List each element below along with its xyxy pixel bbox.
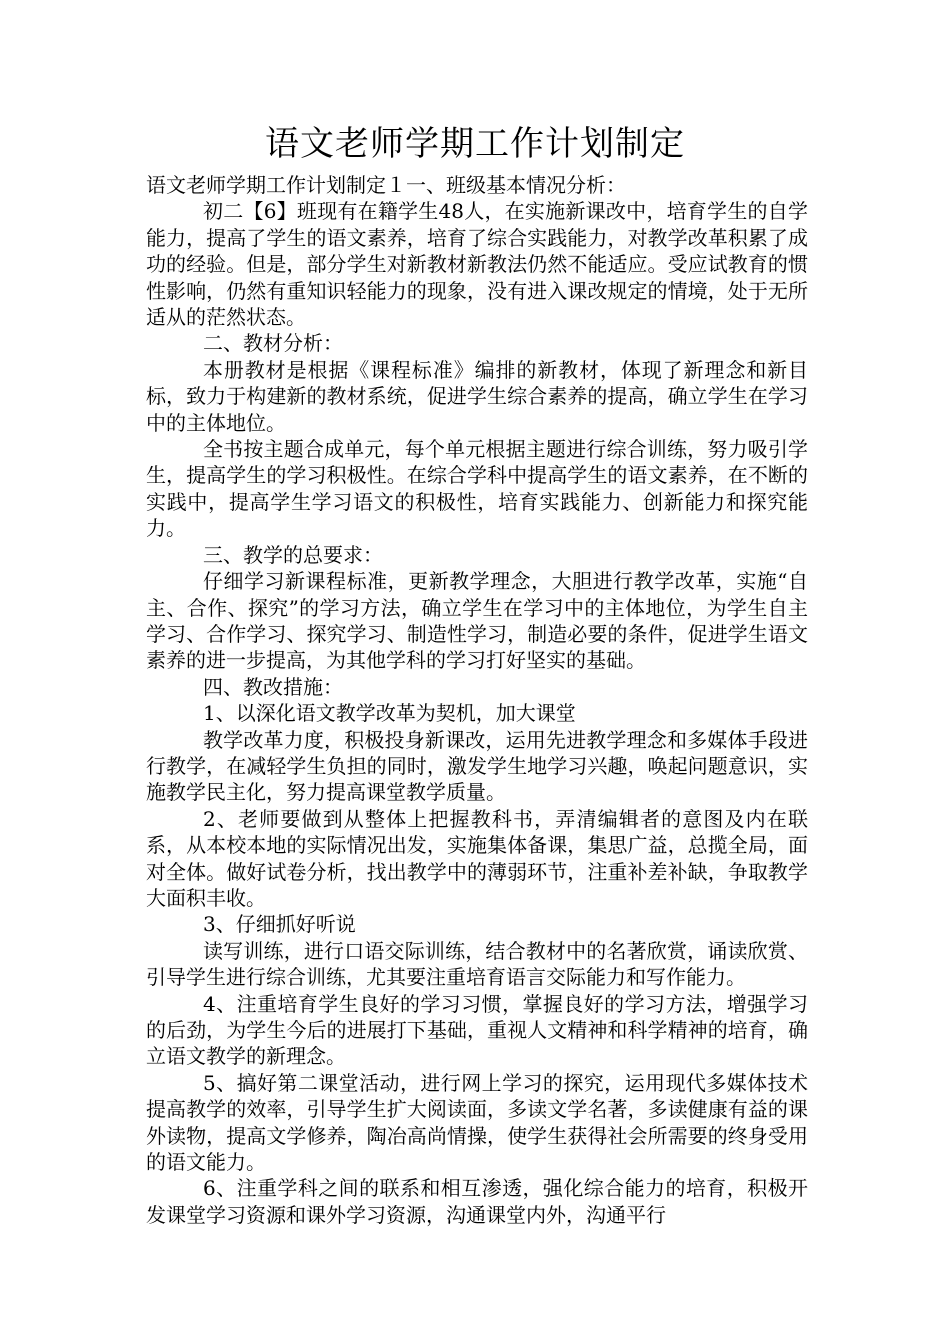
list-item: 4、注重培育学生良好的学习习惯，掌握良好的学习方法，增强学习的后劲，为学生今后的进展打下基础，重视人文精神和科学精神的培育，确立语文教学的新理念。 [146, 991, 808, 1069]
document-body [146, 172, 808, 1228]
paragraph: 教学改革力度，积极投身新课改，运用先进教学理念和多媒体手段进行教学，在减轻学生负担的同时，激发学生地学习兴趣，唤起问题意识，实施教学民主化，努力提高课堂教学质量。 [146, 727, 808, 805]
paragraph: 全书按主题合成单元，每个单元根据主题进行综合训练，努力吸引学生，提高学生的学习积极性。在综合学科中提高学生的语文素养，在不断的实践中，提高学生学习语文的积极性，培育实践能力、创新能力和探究能力。 [146, 437, 808, 541]
list-item: 3、仔细抓好听说 [203, 912, 356, 937]
paragraph: 本册教材是根据《课程标准》编排的新教材，体现了新理念和新目标，致力于构建新的教材系统，促进学生综合素养的提高，确立学生在学习中的主体地位。 [146, 357, 808, 435]
list-item: 5、搞好第二课堂活动，进行网上学习的探究，运用现代多媒体技术提高教学的效率，引导学生扩大阅读面，多读文学名著，多读健康有益的课外读物，提高文学修养，陶冶高尚情操，使学生获得社会所需要的终身受用的语文能力。 [146, 1070, 808, 1175]
paragraph: 初二【6】班现有在籍学生48人，在实施新课改中，培育学生的自学能力，提高了学生的语文素养，培育了综合实践能力，对教学改革积累了成功的经验。但是，部分学生对新教材新教法仍然不能适应。受应试教育的惯性影响，仍然有重知识轻能力的现象，没有进入课改规定的情境，处于无所适从的茫然状态。 [146, 199, 808, 330]
list-item: 6、注重学科之间的联系和相互渗透，强化综合能力的培育，积极开发课堂学习资源和课外学习资源，沟通课堂内外，沟通平行 [146, 1176, 808, 1227]
section-heading: 二、教材分析： [203, 331, 343, 356]
list-item: 2、老师要做到从整体上把握教科书，弄清编辑者的意图及内在联系，从本校本地的实际情况出发，实施集体备课，集思广益，总揽全局，面对全体。做好试卷分析，找出教学中的薄弱环节，注重补差补缺，争取教学大面积丰收。 [146, 806, 808, 910]
paragraph: 仔细学习新课程标准，更新教学理念，大胆进行教学改革，实施“自主、合作、探究”的学习方法，确立学生在学习中的主体地位，为学生自主学习、合作学习、探究学习、制造性学习，制造必要的条件，促进学生语文素养的进一步提高，为其他学科的学习打好坚实的基础。 [146, 569, 808, 673]
section-heading: 四、教改措施： [203, 674, 343, 699]
document-title: 语文老师学期工作计划制定 [265, 124, 685, 164]
paragraph: 读写训练，进行口语交际训练，结合教材中的名著欣赏，诵读欣赏、引导学生进行综合训练，尤其要注重培育语言交际能力和写作能力。 [146, 938, 808, 990]
paragraph: 语文老师学期工作计划制定１一、班级基本情况分析： [146, 173, 626, 197]
list-item: 1、以深化语文教学改革为契机，加大课堂 [203, 701, 576, 726]
section-heading: 三、教学的总要求： [203, 542, 383, 567]
